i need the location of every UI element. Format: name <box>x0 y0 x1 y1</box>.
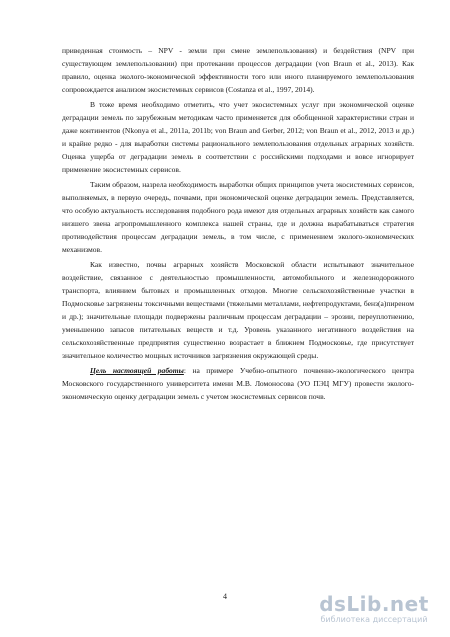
goal-text: : на примере Учебно-опытного почвенно-экологического центра Московского государственного университета имени М.В. Ломоносова (УО ПЭЦ МГУ) провести эколого-экономическую оценку деградации земель с учетом экосистемных сервисов почв. <box>62 366 414 401</box>
document-body <box>62 44 414 403</box>
goal-lead: Цель настоящей работы <box>90 366 184 375</box>
watermark-subtitle: библиотека диссертаций <box>320 615 428 624</box>
paragraph-npv: приведенная стоимость – NPV - земли при смене землепользования) и бездействия (NPV при существующем землепользовании) при протекании процессов деградации (von Braun et al., 2013). Как правило, оценка эколого-экономической эффективности того или иного планируемого землепользования сопровождается анализом экосистемных сервисов (Costanza et al., 1997, 2014). <box>62 46 414 94</box>
paragraph-principles: Таким образом, назрела необходимость выработки общих принципов учета экосистемных сервисов, выполняемых, в первую очередь, почвами, при экономической оценке деградации земель. Представляется, что особую актуальность исследования подобного рода имеют для отдельных аграрных хозяйств как самого низшего звена агропромышленного комплекса нашей страны, где и должна вырабатываться стратегия противодействия процессам деградации земель, в том числе, с применением эколого-экономических механизмов. <box>62 180 414 254</box>
watermark-logo <box>306 593 442 627</box>
watermark-logo-text: dsLib.net <box>319 592 429 616</box>
paragraph-moscow-region: Как известно, почвы аграрных хозяйств Московской области испытывают значительное воздействие, связанное с деятельностью промышленности, автомобильного и железнодорожного транспорта, влиянием бытовых и промышленных отходов. Многие сельскохозяйственные участки в Подмосковье загрязнены токсичными веществами (тяжелыми металлами, нефтепродуктами, бенз(а)пиреном и др.); значительные площади подвержены различным процессам деградации – эрозии, переуплотнению, уменьшению запасов питательных веществ и т.д. Уровень указанного негативного воздействия на сельскохозяйственные предприятия существенно возрастает в ближнем Подмосковье, где присутствует значительное количество мощных источников загрязнения окружающей среды. <box>62 260 414 360</box>
page-number: 4 <box>223 592 227 601</box>
paragraph-ecosystem-services-foreign: В тоже время необходимо отметить, что учет экосистемных услуг при экономической оценке деградации земель по зарубежным методикам часто применяется для обобщенной характеристики стран и даже континентов (Nkonya et al., 2011a, 2011b; von Braun and Gerber, 2012; von Braun et al., 2012, 2013 и др.) и крайне редко - для выработки системы рационального землепользования отдельных аграрных хозяйств. Оценка ущерба от деградации земель в соответствии с российскими подходами и вовсе игнорирует применение экосистемных сервисов. <box>62 100 414 174</box>
paragraph-goal <box>62 364 414 403</box>
